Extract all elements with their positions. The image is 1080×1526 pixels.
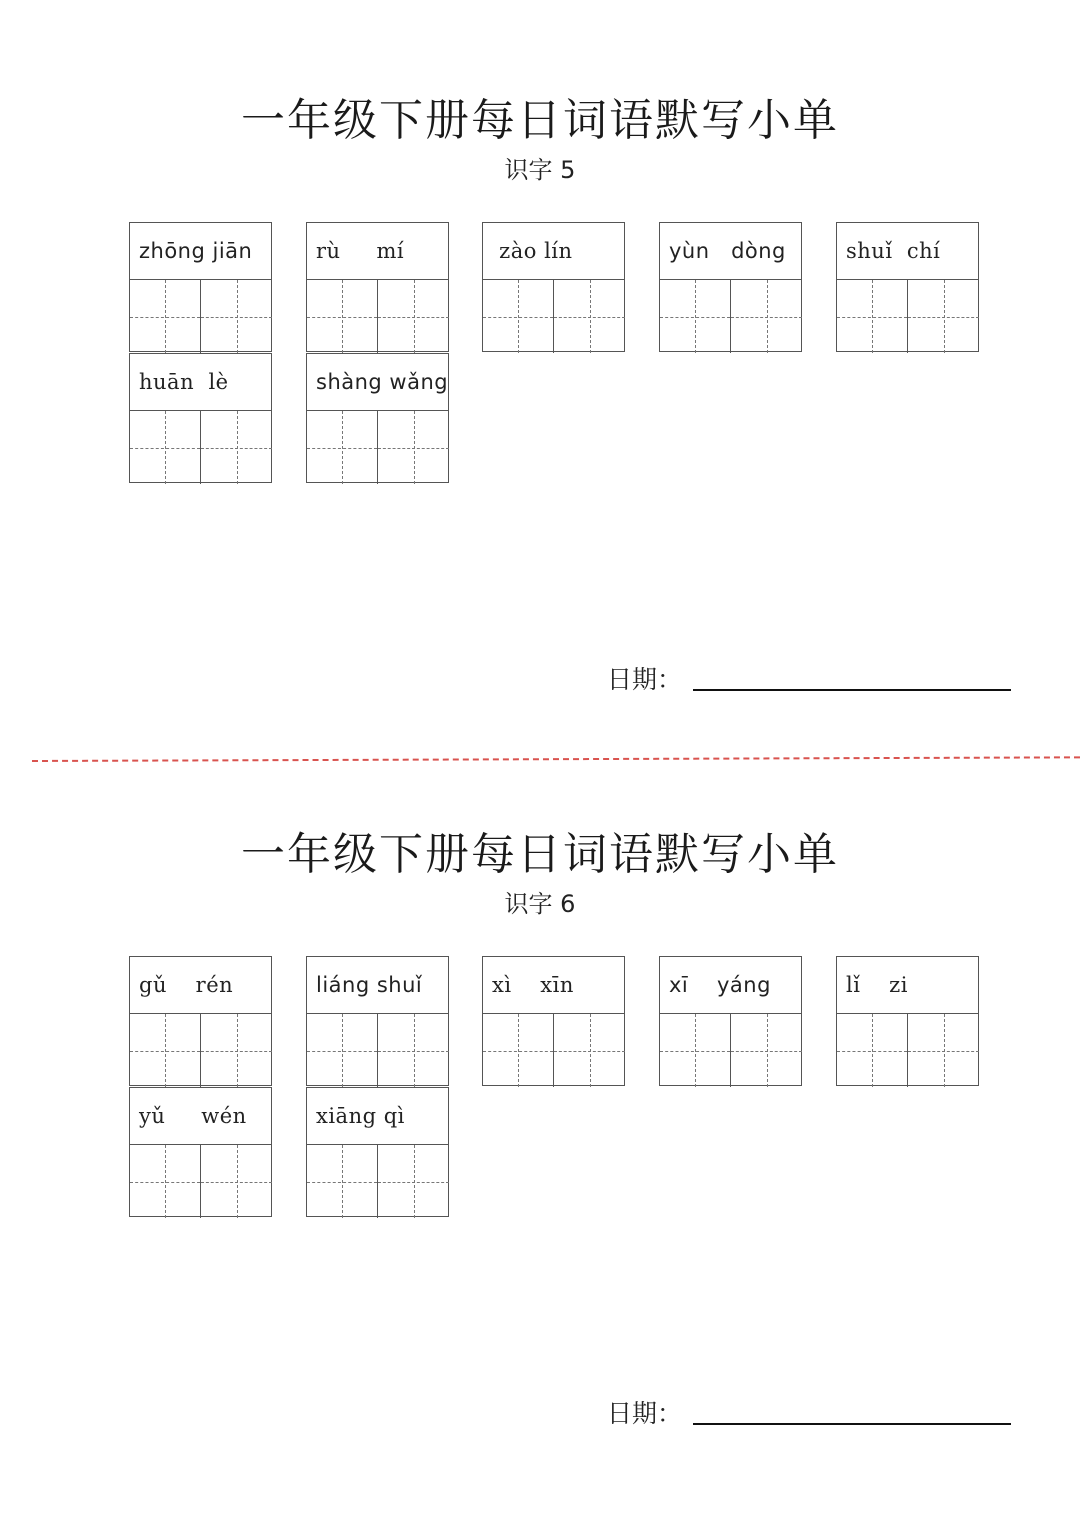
writing-box[interactable]: [660, 1014, 731, 1087]
word-card: [129, 956, 272, 1086]
writing-box[interactable]: [483, 280, 554, 353]
word-card: [306, 353, 449, 483]
word-card: [482, 956, 625, 1086]
writing-box[interactable]: [130, 1145, 201, 1218]
writing-box[interactable]: [378, 411, 449, 484]
writing-box[interactable]: [908, 1014, 979, 1087]
writing-box[interactable]: [130, 280, 201, 353]
pinyin-label: xì xīn: [483, 957, 624, 1014]
pinyin-label: liáng shuǐ: [307, 957, 448, 1014]
lesson-subtitle: 识字 6: [504, 890, 576, 918]
pinyin-label: gǔ rén: [130, 957, 271, 1014]
word-card: [129, 1087, 272, 1217]
writing-box[interactable]: [908, 280, 979, 353]
writing-box[interactable]: [731, 280, 802, 353]
pinyin-label: huān lè: [130, 354, 271, 411]
date-label: 日期：: [607, 665, 683, 694]
pinyin-label: yǔ wén: [130, 1088, 271, 1145]
writing-box[interactable]: [307, 1145, 378, 1218]
word-card: [306, 1087, 449, 1217]
writing-box[interactable]: [378, 1014, 449, 1087]
writing-box[interactable]: [483, 1014, 554, 1087]
writing-box[interactable]: [201, 1014, 272, 1087]
writing-box[interactable]: [554, 280, 625, 353]
pinyin-label: yùn dòng: [660, 223, 801, 280]
writing-box[interactable]: [201, 280, 272, 353]
word-card: [482, 222, 625, 352]
writing-box[interactable]: [307, 1014, 378, 1087]
sheet-title: 一年级下册每日词语默写小单: [241, 829, 839, 880]
writing-box[interactable]: [837, 1014, 908, 1087]
dictation-sheet-1: [0, 0, 1080, 740]
writing-box[interactable]: [660, 280, 731, 353]
word-card: [836, 956, 979, 1086]
writing-box[interactable]: [130, 411, 201, 484]
date-label: 日期：: [607, 1399, 683, 1428]
writing-box[interactable]: [837, 280, 908, 353]
writing-box[interactable]: [554, 1014, 625, 1087]
word-card: [306, 956, 449, 1086]
date-blank[interactable]: [693, 689, 1011, 691]
lesson-subtitle: 识字 5: [504, 156, 576, 184]
pinyin-label: shàng wǎng: [307, 354, 448, 411]
sheet-title: 一年级下册每日词语默写小单: [241, 95, 839, 146]
writing-box[interactable]: [731, 1014, 802, 1087]
writing-box[interactable]: [378, 280, 449, 353]
word-card: [129, 353, 272, 483]
word-card: [306, 222, 449, 352]
writing-box[interactable]: [130, 1014, 201, 1087]
writing-box[interactable]: [378, 1145, 449, 1218]
pinyin-label: zào lín: [483, 223, 624, 280]
date-blank[interactable]: [693, 1423, 1011, 1425]
pinyin-label: xī yáng: [660, 957, 801, 1014]
dictation-sheet-2: [0, 734, 1080, 1474]
writing-box[interactable]: [307, 411, 378, 484]
writing-box[interactable]: [307, 280, 378, 353]
word-card: [659, 956, 802, 1086]
word-card: [129, 222, 272, 352]
word-card: [836, 222, 979, 352]
writing-box[interactable]: [201, 1145, 272, 1218]
writing-box[interactable]: [201, 411, 272, 484]
pinyin-label: shuǐ chí: [837, 223, 978, 280]
pinyin-label: zhōng jiān: [130, 223, 271, 280]
pinyin-label: rù mí: [307, 223, 448, 280]
pinyin-label: xiāng qì: [307, 1088, 448, 1145]
word-card: [659, 222, 802, 352]
pinyin-label: lǐ zi: [837, 957, 978, 1014]
